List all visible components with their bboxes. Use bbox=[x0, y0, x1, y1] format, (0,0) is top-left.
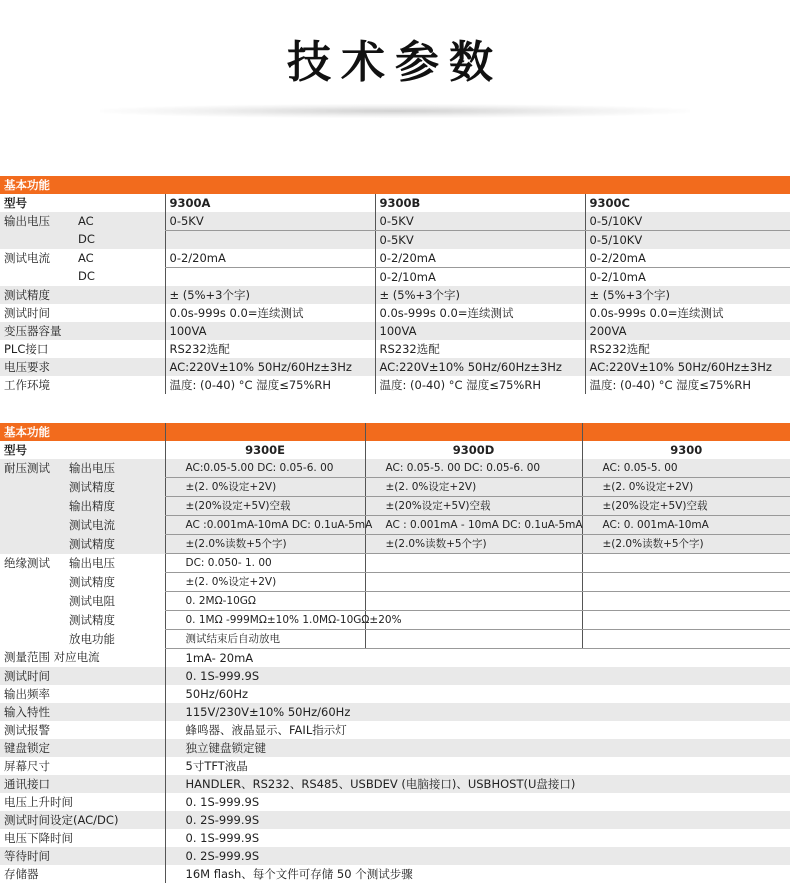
spec-row bbox=[0, 573, 790, 592]
row-label: 测试报警 bbox=[4, 722, 50, 737]
spec-value bbox=[165, 231, 375, 250]
section-label: 基本功能 bbox=[0, 176, 790, 194]
spec-value bbox=[582, 611, 790, 630]
spec-value: 0-5KV bbox=[165, 212, 375, 231]
spec-value: 115V/230V±10% 50Hz/60Hz bbox=[165, 703, 790, 721]
spec-row bbox=[0, 685, 790, 703]
spec-value: 0. 2S-999.9S bbox=[165, 811, 790, 829]
row-sub-label: 测试电阻 bbox=[69, 593, 115, 608]
row-sub-label: 测试精度 bbox=[65, 478, 165, 497]
row-label: 屏幕尺寸 bbox=[4, 758, 50, 773]
spec-row bbox=[0, 649, 790, 668]
row-label: 工作环境 bbox=[4, 377, 50, 392]
spec-value bbox=[582, 630, 790, 649]
spec-row bbox=[0, 358, 790, 376]
spec-value: 0-5/10KV bbox=[585, 212, 790, 231]
spec-row bbox=[0, 478, 790, 497]
spec-value: ± (5%+3个字) bbox=[585, 286, 790, 304]
row-label: 电压下降时间 bbox=[4, 830, 73, 845]
spec-value bbox=[582, 554, 790, 573]
spec-table-9300abc bbox=[0, 176, 790, 394]
spec-value: RS232选配 bbox=[165, 340, 375, 358]
spec-value: 50Hz/60Hz bbox=[165, 685, 790, 703]
row-label: 键盘锁定 bbox=[0, 739, 165, 757]
spec-value: RS232选配 bbox=[375, 340, 585, 358]
row-sub-label: 测试精度 bbox=[69, 574, 115, 589]
model-name: 9300B bbox=[375, 194, 585, 212]
spec-value: AC:0.05-5.00 DC: 0.05-6. 00 bbox=[165, 459, 365, 478]
row-label: 测试时间 bbox=[0, 667, 165, 685]
spec-row bbox=[0, 516, 790, 535]
row-sub-label: 测试精度 bbox=[65, 535, 165, 554]
spec-value: ±(20%设定+5V)空载 bbox=[582, 497, 790, 516]
row-label: PLC接口 bbox=[4, 341, 49, 356]
spec-value: 温度: (0-40) °C 湿度≤75%RH bbox=[585, 376, 790, 394]
spec-value: ±(2.0%读数+5个字) bbox=[582, 535, 790, 554]
spec-value: AC:220V±10% 50Hz/60Hz±3Hz bbox=[585, 358, 790, 376]
row-label: 等待时间 bbox=[0, 847, 165, 865]
spec-value: 0.0s-999s 0.0=连续测试 bbox=[165, 304, 375, 322]
row-label: 存储器 bbox=[4, 866, 39, 881]
group-label bbox=[0, 592, 65, 611]
group-label bbox=[0, 478, 65, 497]
row-sub-label: 输出电压 bbox=[65, 459, 165, 478]
spec-value: 1mA- 20mA bbox=[165, 649, 790, 668]
spec-value: 独立键盘锁定键 bbox=[165, 739, 790, 757]
spec-value: 0-5KV bbox=[375, 231, 585, 250]
row-sub-label: 输出精度 bbox=[65, 497, 165, 516]
spec-row bbox=[0, 721, 790, 739]
spec-row bbox=[0, 865, 790, 883]
group-label bbox=[0, 611, 65, 630]
row-sub-label bbox=[70, 340, 165, 358]
model-label: 型号 bbox=[4, 442, 27, 457]
spec-value: AC : 0.001mA - 10mA DC: 0.1uA-5mA bbox=[365, 516, 582, 535]
spec-value: 蜂鸣器、液晶显示、FAIL指示灯 bbox=[165, 721, 790, 739]
spec-value: 测试结束后自动放电 bbox=[165, 630, 365, 649]
model-row bbox=[0, 441, 790, 459]
spec-value: ±(2. 0%设定+2V) bbox=[582, 478, 790, 497]
row-sub-label: AC bbox=[70, 212, 165, 231]
row-label bbox=[0, 231, 70, 250]
row-label: 输出电压 bbox=[0, 212, 70, 231]
section-label: 基本功能 bbox=[0, 423, 165, 441]
model-name: 9300A bbox=[165, 194, 375, 212]
spec-row bbox=[0, 630, 790, 649]
spec-value: RS232选配 bbox=[585, 340, 790, 358]
row-sub-label bbox=[70, 304, 165, 322]
spec-row bbox=[0, 304, 790, 322]
row-sub-label bbox=[70, 286, 165, 304]
spec-value: ±(2.0%读数+5个字) bbox=[165, 535, 365, 554]
spec-row bbox=[0, 554, 790, 573]
row-sub-label: 测试电流 bbox=[65, 516, 165, 535]
spec-value: 0-2/10mA bbox=[585, 268, 790, 287]
row-sub-label bbox=[70, 376, 165, 394]
spec-value: HANDLER、RS232、RS485、USBDEV (电脑接口)、USBHOST(U盘接口) bbox=[165, 775, 790, 793]
spec-value: 100VA bbox=[165, 322, 375, 340]
row-label: 测试精度 bbox=[0, 286, 70, 304]
row-sub-label: DC bbox=[78, 269, 95, 284]
spec-value bbox=[365, 573, 582, 592]
spec-value bbox=[365, 630, 582, 649]
row-label: 测量范围 对应电流 bbox=[4, 650, 100, 665]
spec-value: 温度: (0-40) °C 湿度≤75%RH bbox=[375, 376, 585, 394]
spec-value bbox=[165, 268, 375, 287]
title-shadow-divider bbox=[100, 104, 690, 118]
row-sub-label: 输出电压 bbox=[69, 555, 115, 570]
spec-row bbox=[0, 793, 790, 811]
group-label bbox=[0, 535, 65, 554]
spec-value: 200VA bbox=[585, 322, 790, 340]
row-label: 变压器容量 bbox=[0, 322, 70, 340]
row-label: 输入特性 bbox=[0, 703, 165, 721]
spec-row bbox=[0, 497, 790, 516]
spec-value: 0. 1S-999.9S bbox=[165, 829, 790, 847]
spec-value bbox=[582, 592, 790, 611]
spec-value: AC:220V±10% 50Hz/60Hz±3Hz bbox=[375, 358, 585, 376]
spec-row bbox=[0, 212, 790, 231]
spec-value: 0. 1MΩ -999MΩ±10% 1.0MΩ-10GΩ±20% bbox=[165, 611, 365, 630]
row-sub-label: DC bbox=[70, 231, 165, 250]
spec-value: 0. 2MΩ-10GΩ bbox=[165, 592, 365, 611]
spec-value: ±(20%设定+5V)空载 bbox=[165, 497, 365, 516]
row-label: 测试电流 bbox=[4, 250, 50, 265]
spec-value: 温度: (0-40) °C 湿度≤75%RH bbox=[165, 376, 375, 394]
spec-row bbox=[0, 249, 790, 268]
model-label: 型号 bbox=[4, 195, 27, 210]
group-label: 绝缘测试 bbox=[4, 555, 50, 570]
spec-value: 0-2/20mA bbox=[165, 249, 375, 268]
spec-value: 0. 1S-999.9S bbox=[165, 667, 790, 685]
spec-value: ± (5%+3个字) bbox=[165, 286, 375, 304]
spec-value: ±(20%设定+5V)空载 bbox=[365, 497, 582, 516]
spec-row bbox=[0, 459, 790, 478]
spec-value: 5寸TFT液晶 bbox=[165, 757, 790, 775]
spec-value: AC: 0.05-5. 00 bbox=[582, 459, 790, 478]
row-sub-label: 放电功能 bbox=[69, 631, 115, 646]
spec-value: AC:220V±10% 50Hz/60Hz±3Hz bbox=[165, 358, 375, 376]
spec-value bbox=[582, 573, 790, 592]
model-row bbox=[0, 194, 790, 212]
spec-value bbox=[365, 554, 582, 573]
row-sub-label: 测试精度 bbox=[69, 612, 115, 627]
spec-value: 0.0s-999s 0.0=连续测试 bbox=[585, 304, 790, 322]
group-label bbox=[0, 516, 65, 535]
spec-value: DC: 0.050- 1. 00 bbox=[165, 554, 365, 573]
section-header-blank bbox=[165, 423, 365, 441]
row-label bbox=[0, 268, 70, 287]
row-sub-label bbox=[70, 358, 165, 376]
spec-value: 0-5KV bbox=[375, 212, 585, 231]
row-label: 测试时间设定(AC/DC) bbox=[0, 811, 165, 829]
spec-row bbox=[0, 340, 790, 358]
spec-row bbox=[0, 322, 790, 340]
spec-value: AC :0.001mA-10mA DC: 0.1uA-5mA bbox=[165, 516, 365, 535]
row-label: 通讯接口 bbox=[0, 775, 165, 793]
spec-row bbox=[0, 667, 790, 685]
spec-value: 16M flash、每个文件可存储 50 个测试步骤 bbox=[165, 865, 790, 883]
row-sub-label: AC bbox=[78, 250, 94, 265]
group-label bbox=[0, 497, 65, 516]
spec-row bbox=[0, 703, 790, 721]
spec-row bbox=[0, 757, 790, 775]
spec-value: ± (5%+3个字) bbox=[375, 286, 585, 304]
spec-row bbox=[0, 286, 790, 304]
spec-value: 100VA bbox=[375, 322, 585, 340]
spec-value: 0.0s-999s 0.0=连续测试 bbox=[375, 304, 585, 322]
spec-value: 0-2/20mA bbox=[375, 249, 585, 268]
model-name: 9300C bbox=[585, 194, 790, 212]
model-name: 9300E bbox=[165, 441, 365, 459]
row-label: 电压要求 bbox=[0, 358, 70, 376]
row-sub-label bbox=[70, 322, 165, 340]
spec-value: ±(2.0%读数+5个字) bbox=[365, 535, 582, 554]
spec-value: 0. 1S-999.9S bbox=[165, 793, 790, 811]
spec-value: 0-5/10KV bbox=[585, 231, 790, 250]
spec-value: AC: 0.05-5. 00 DC: 0.05-6. 00 bbox=[365, 459, 582, 478]
model-name: 9300 bbox=[582, 441, 790, 459]
group-label bbox=[0, 573, 65, 592]
model-name: 9300D bbox=[365, 441, 582, 459]
spec-row bbox=[0, 811, 790, 829]
spec-row bbox=[0, 847, 790, 865]
spec-row bbox=[0, 592, 790, 611]
spec-value: AC: 0. 001mA-10mA bbox=[582, 516, 790, 535]
spec-value: 0. 2S-999.9S bbox=[165, 847, 790, 865]
group-label: 耐压测试 bbox=[0, 459, 65, 478]
section-header-blank bbox=[365, 423, 582, 441]
spec-table-9300ed bbox=[0, 423, 790, 883]
section-header-row bbox=[0, 423, 790, 441]
row-label: 测试时间 bbox=[4, 305, 50, 320]
spec-value: ±(2. 0%设定+2V) bbox=[365, 478, 582, 497]
spec-row bbox=[0, 231, 790, 250]
spec-row bbox=[0, 739, 790, 757]
spec-row bbox=[0, 775, 790, 793]
spec-value: ±(2. 0%设定+2V) bbox=[165, 478, 365, 497]
row-label: 输出频率 bbox=[4, 686, 50, 701]
spec-row bbox=[0, 611, 790, 630]
spec-value: 0-2/10mA bbox=[375, 268, 585, 287]
group-label bbox=[0, 630, 65, 649]
row-label: 电压上升时间 bbox=[4, 794, 73, 809]
spec-row bbox=[0, 268, 790, 287]
spec-value: 0-2/20mA bbox=[585, 249, 790, 268]
spec-row bbox=[0, 829, 790, 847]
section-header-blank bbox=[582, 423, 790, 441]
section-header-row bbox=[0, 176, 790, 194]
spec-row bbox=[0, 376, 790, 394]
spec-value bbox=[365, 592, 582, 611]
spec-row bbox=[0, 535, 790, 554]
page-title: 技术参数 bbox=[287, 37, 503, 88]
spec-value: ±(2. 0%设定+2V) bbox=[165, 573, 365, 592]
